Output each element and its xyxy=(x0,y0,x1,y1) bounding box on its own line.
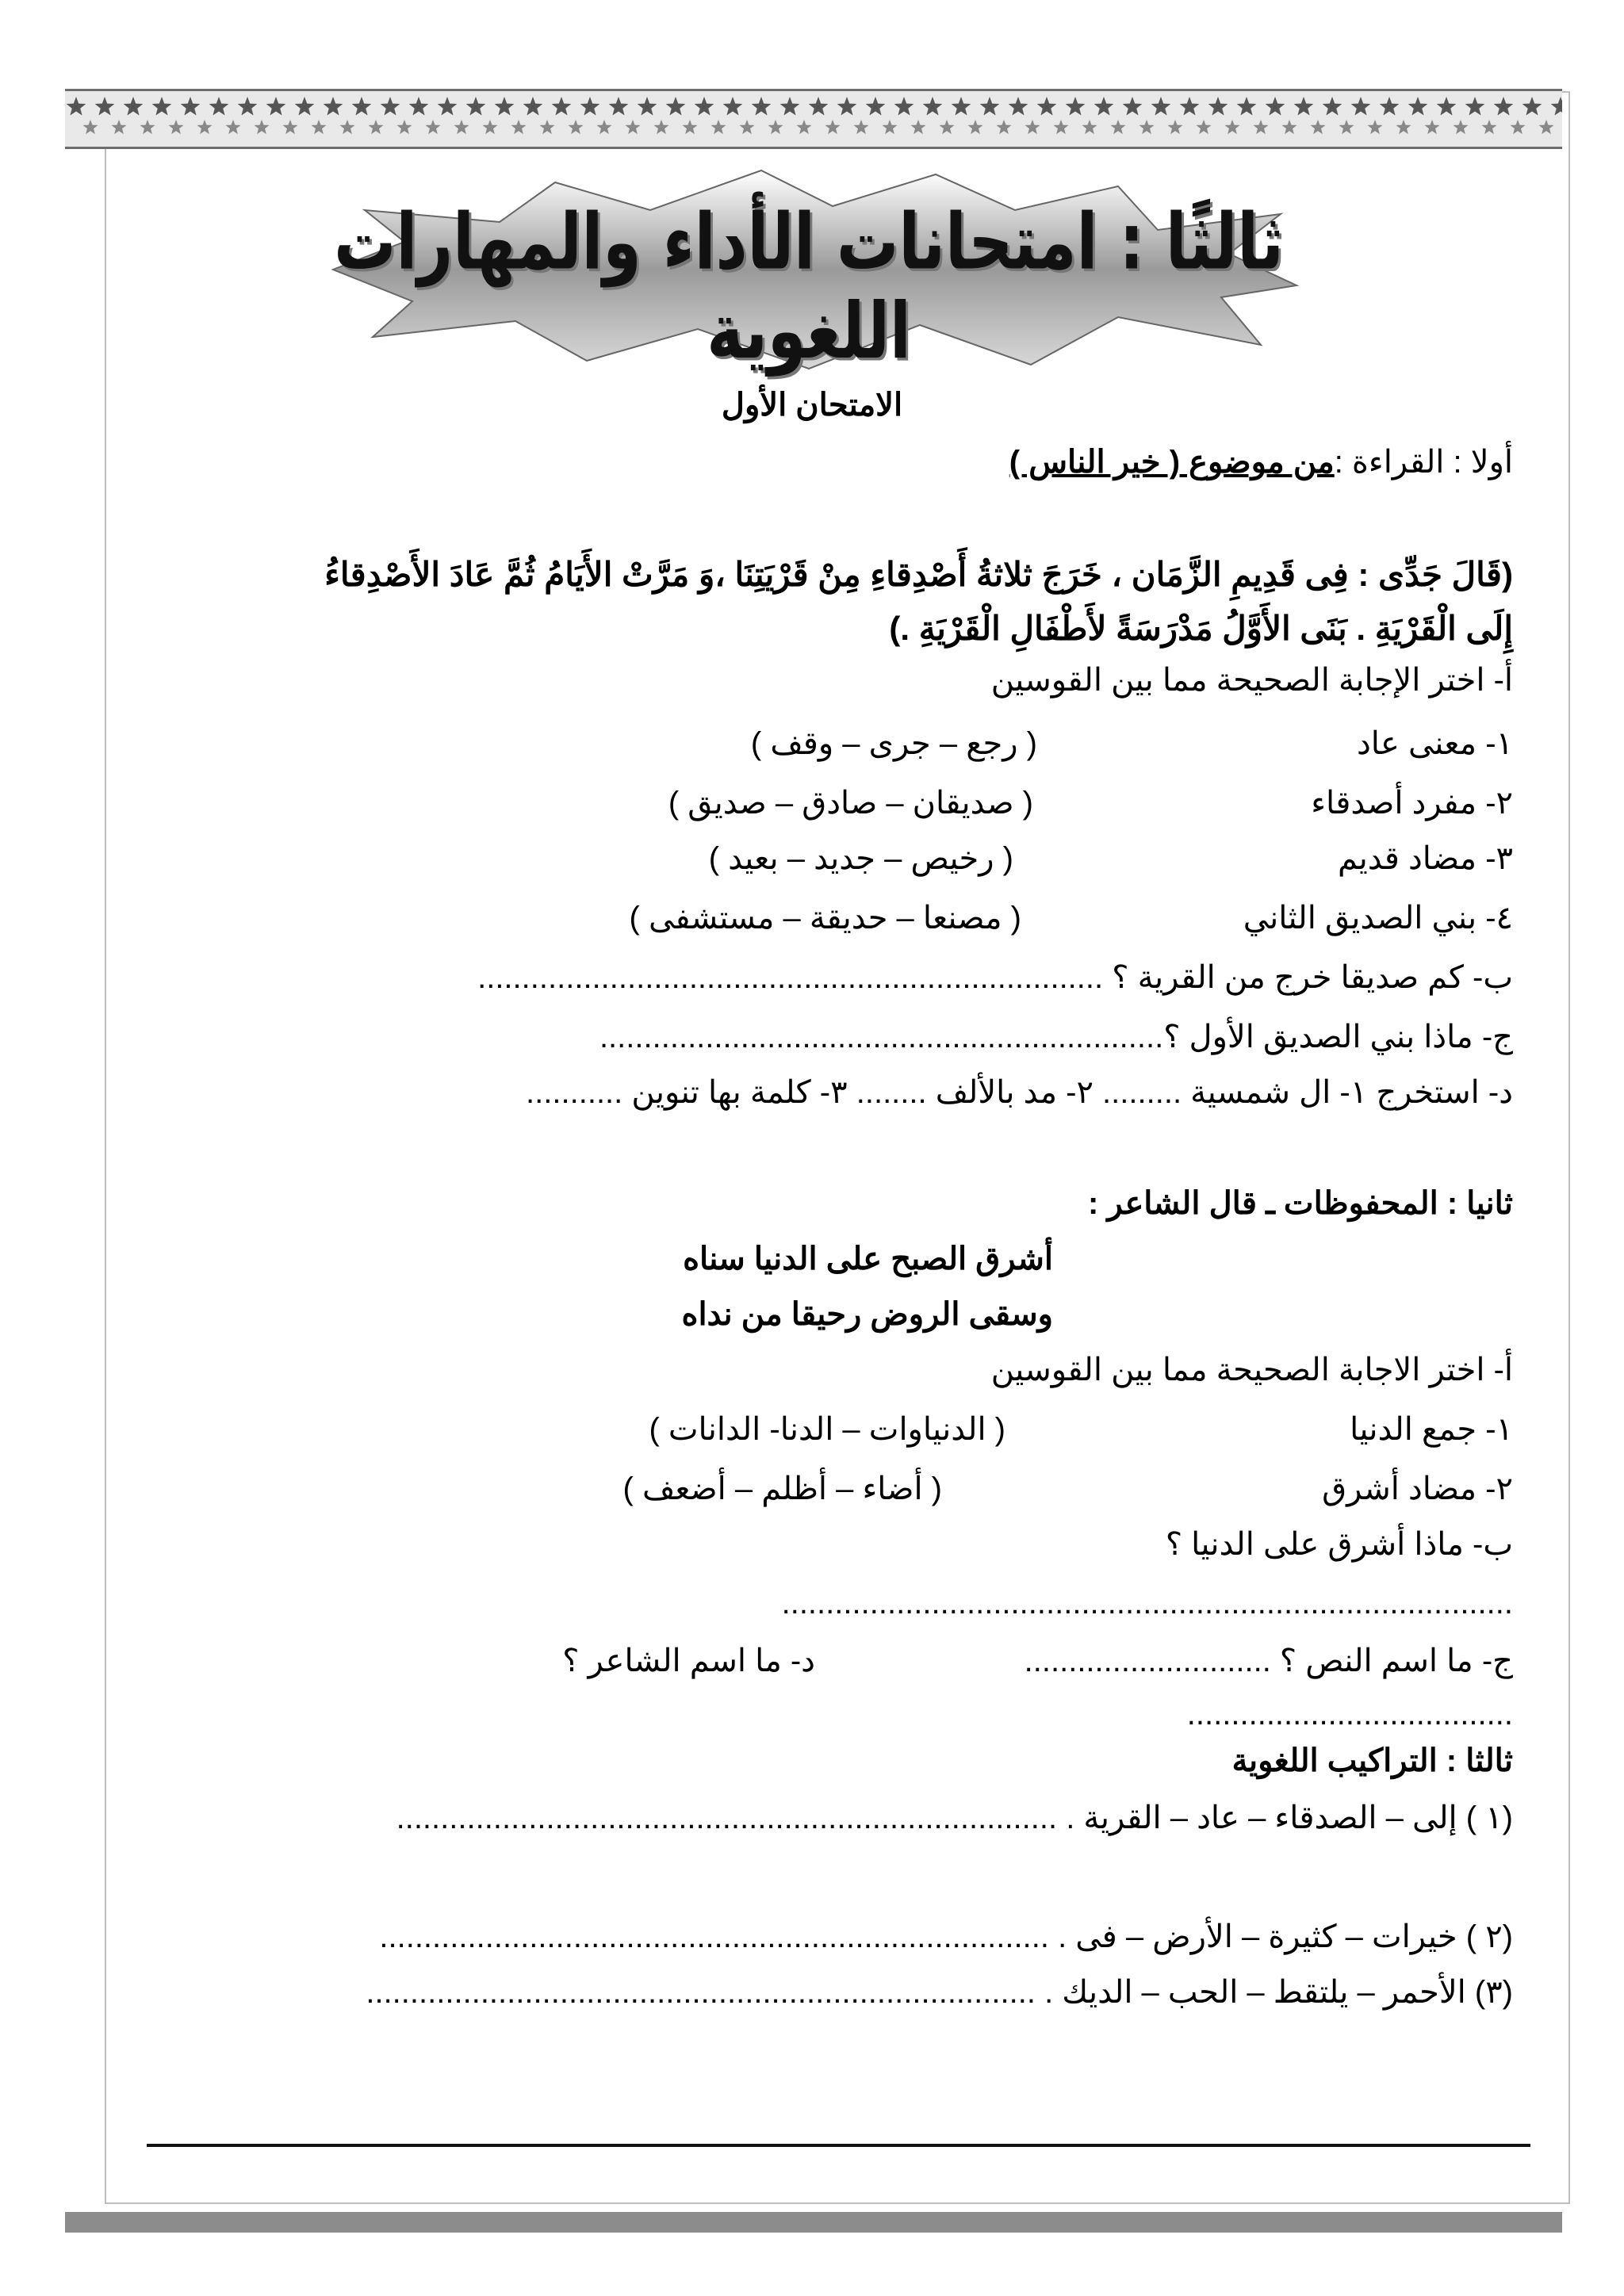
border-star xyxy=(1025,120,1040,134)
reading-question-c: ج- ماذا بني الصديق الأول ؟................................................................ xyxy=(599,1020,1513,1054)
reading-heading xyxy=(95,444,1513,480)
border-star xyxy=(1037,97,1057,116)
border-star xyxy=(980,97,1000,116)
reading-item-4-options: ( مصنعا – حديقة – مستشفى ) xyxy=(629,901,1021,936)
border-star xyxy=(809,97,829,116)
border-star xyxy=(483,120,498,134)
border-star xyxy=(854,120,869,134)
border-star xyxy=(369,120,384,134)
structures-item-2: (٢ ) خيرات – كثيرة – الأرض – فى . ............................................................................ xyxy=(379,1919,1513,1954)
border-star xyxy=(666,97,686,116)
memorization-question-d: د- ما اسم الشاعر ؟ xyxy=(562,1644,815,1678)
passage-line-2: إِلَى الْقَرْيَةِ . بَنَى الأَوَّلُ مَدْرَسَةً لأَطْفَالِ الْقَرْيَةِ .) xyxy=(889,610,1513,647)
reading-item-4-question: ٤- بني الصديق الثاني xyxy=(1243,901,1513,936)
border-star xyxy=(597,120,612,134)
border-star xyxy=(466,97,486,116)
border-star xyxy=(112,120,127,134)
border-star xyxy=(638,97,657,116)
border-star xyxy=(1082,120,1097,134)
passage-line-1: (قَالَ جَدِّى : فِى قَدِيمِ الزَّمَان ، خَرَجَ ثلاثةُ أَصْدِقاءِ مِنْ قَرْيَتِنَا ،وَ مَرَّتْ الأَيَامُ ثُمَّ عَادَ الأَصْدِقاءُ xyxy=(324,556,1513,593)
reading-item-2-options: ( صديقان – صادق – صديق ) xyxy=(668,786,1033,821)
border-star xyxy=(1294,97,1314,116)
memorization-item-1-question: ١- جمع الدنيا xyxy=(1350,1412,1513,1447)
star-border xyxy=(65,89,1562,149)
border-star xyxy=(1225,120,1240,134)
memorization-item-2-options: ( أضاء – أظلم – أضعف ) xyxy=(622,1471,942,1506)
border-star xyxy=(1208,97,1228,116)
border-star xyxy=(1066,97,1086,116)
border-star xyxy=(711,120,726,134)
memorization-question-c: ج- ما اسم النص ؟ ............................ xyxy=(1024,1644,1513,1678)
border-star xyxy=(324,97,343,116)
memorization-question-d-dots: ..................................... xyxy=(1186,1697,1513,1732)
border-star xyxy=(923,97,943,116)
banner-title: ثالثًا : امتحانات الأداء والمهارات اللغوية xyxy=(334,197,1284,377)
border-star xyxy=(740,120,755,134)
border-star xyxy=(1266,97,1285,116)
border-star xyxy=(911,120,926,134)
border-star xyxy=(1237,97,1257,116)
border-star xyxy=(825,120,841,134)
border-star xyxy=(266,97,286,116)
border-star xyxy=(1139,120,1155,134)
border-star xyxy=(654,120,669,134)
border-star xyxy=(495,97,515,116)
border-star xyxy=(752,97,772,116)
border-star xyxy=(1168,120,1183,134)
border-star xyxy=(1123,97,1143,116)
bottom-border-bar xyxy=(65,2212,1562,2233)
memorization-question-b-dots: ................................................................................... xyxy=(781,1586,1513,1621)
border-star xyxy=(454,120,469,134)
reading-heading-topic: من موضوع ( خير الناس ) xyxy=(1009,445,1335,480)
border-star xyxy=(511,120,527,134)
structures-item-1: (١ ) إلى – الصدقاء – عاد – القرية . ........................................................................... xyxy=(396,1800,1513,1835)
border-star xyxy=(1282,120,1297,134)
border-star xyxy=(952,97,971,116)
border-star xyxy=(67,97,86,116)
border-star xyxy=(1009,97,1028,116)
border-star xyxy=(797,120,812,134)
reading-item-1-options: ( رجع – جرى – وقف ) xyxy=(750,726,1037,761)
memorization-heading: ثانيا : المحفوظات ـ قال الشاعر : xyxy=(1087,1186,1513,1221)
border-star xyxy=(1311,120,1326,134)
border-star xyxy=(1494,97,1514,116)
border-star xyxy=(1408,97,1428,116)
border-star xyxy=(940,120,955,134)
border-star xyxy=(295,97,315,116)
border-star xyxy=(580,97,600,116)
reading-heading-prefix: أولا : القراءة : xyxy=(1334,445,1513,480)
border-star xyxy=(1425,120,1440,134)
border-star xyxy=(540,120,555,134)
reading-question-d: د- استخرج ١- ال شمسية ......... ٢- مد بالألف ........ ٣- كلمة بها تنوين ........... xyxy=(526,1075,1513,1110)
border-star xyxy=(397,120,412,134)
memorization-item-1-options: ( الدنياوات – الدنا- الدانات ) xyxy=(649,1412,1005,1447)
border-star xyxy=(1197,120,1212,134)
border-star xyxy=(1180,97,1200,116)
border-star xyxy=(209,97,229,116)
border-star xyxy=(1339,120,1354,134)
memorization-question-a-label: أ- اختر الاجابة الصحيحة مما بين القوسين xyxy=(990,1353,1513,1387)
border-star xyxy=(124,97,144,116)
border-star xyxy=(181,97,201,116)
memorization-item-2-question: ٢- مضاد أشرق xyxy=(1322,1471,1513,1506)
reading-question-a-label: أ- اختر الإجابة الصحيحة مما بين القوسين xyxy=(990,663,1513,698)
verse-line-2: وسقى الروض رحيقا من نداه xyxy=(681,1297,1053,1332)
reading-item-3-options: ( رخيص – جديد – بعيد ) xyxy=(708,841,1013,876)
exam-title: الامتحان الأول xyxy=(721,388,903,423)
reading-item-1-question: ١- معنى عاد xyxy=(1356,726,1513,761)
reading-question-b: ب- كم صديقا خرج من القرية ؟ ....................................................................... xyxy=(477,960,1513,995)
border-star xyxy=(1522,97,1542,116)
border-star xyxy=(1551,97,1562,116)
border-star xyxy=(1368,120,1383,134)
border-star xyxy=(695,97,714,116)
border-star xyxy=(312,120,327,134)
border-star xyxy=(780,97,800,116)
border-star xyxy=(609,97,629,116)
border-star xyxy=(1380,97,1400,116)
border-star xyxy=(426,120,441,134)
border-star xyxy=(283,120,298,134)
structures-item-3: (٣) الأحمر – يلتقط – الحب – الديك . ............................................................................ xyxy=(366,1975,1513,2010)
border-star xyxy=(1094,97,1114,116)
border-star xyxy=(381,97,400,116)
border-star xyxy=(626,120,641,134)
border-star xyxy=(1054,120,1069,134)
border-star xyxy=(569,120,584,134)
reading-item-2-question: ٢- مفرد أصدقاء xyxy=(1311,786,1513,821)
border-star xyxy=(409,97,429,116)
border-star xyxy=(340,120,355,134)
border-star xyxy=(352,97,372,116)
border-star xyxy=(1111,120,1126,134)
border-star xyxy=(866,97,886,116)
border-star xyxy=(1437,97,1457,116)
border-star xyxy=(226,120,241,134)
border-star xyxy=(95,97,115,116)
border-star xyxy=(683,120,698,134)
border-star xyxy=(83,120,98,134)
border-star xyxy=(197,120,213,134)
border-star xyxy=(1254,120,1269,134)
border-star xyxy=(552,97,572,116)
star-border-pattern xyxy=(65,91,1562,142)
memorization-question-b: ب- ماذا أشرق على الدنيا ؟ xyxy=(1165,1527,1513,1562)
border-star xyxy=(1323,97,1342,116)
footer-rule xyxy=(147,2144,1530,2147)
verse-line-1: أشرق الصبح على الدنيا سناه xyxy=(683,1242,1053,1276)
border-star xyxy=(140,120,155,134)
border-star xyxy=(238,97,258,116)
border-star xyxy=(438,97,458,116)
border-star xyxy=(255,120,270,134)
border-star xyxy=(968,120,983,134)
border-star xyxy=(883,120,898,134)
border-star xyxy=(169,120,184,134)
border-star xyxy=(1351,97,1371,116)
border-star xyxy=(1396,120,1411,134)
border-star xyxy=(1465,97,1485,116)
border-star xyxy=(523,97,543,116)
border-star xyxy=(768,120,783,134)
border-star xyxy=(723,97,743,116)
border-star xyxy=(1151,97,1171,116)
border-star xyxy=(997,120,1012,134)
border-star xyxy=(837,97,857,116)
reading-item-3-question: ٣- مضاد قديم xyxy=(1337,841,1513,876)
border-star xyxy=(1482,120,1497,134)
border-star xyxy=(1511,120,1526,134)
border-star xyxy=(152,97,172,116)
border-star xyxy=(1454,120,1469,134)
structures-heading: ثالثا : التراكيب اللغوية xyxy=(1231,1743,1513,1778)
border-star xyxy=(1539,120,1554,134)
border-star xyxy=(894,97,914,116)
